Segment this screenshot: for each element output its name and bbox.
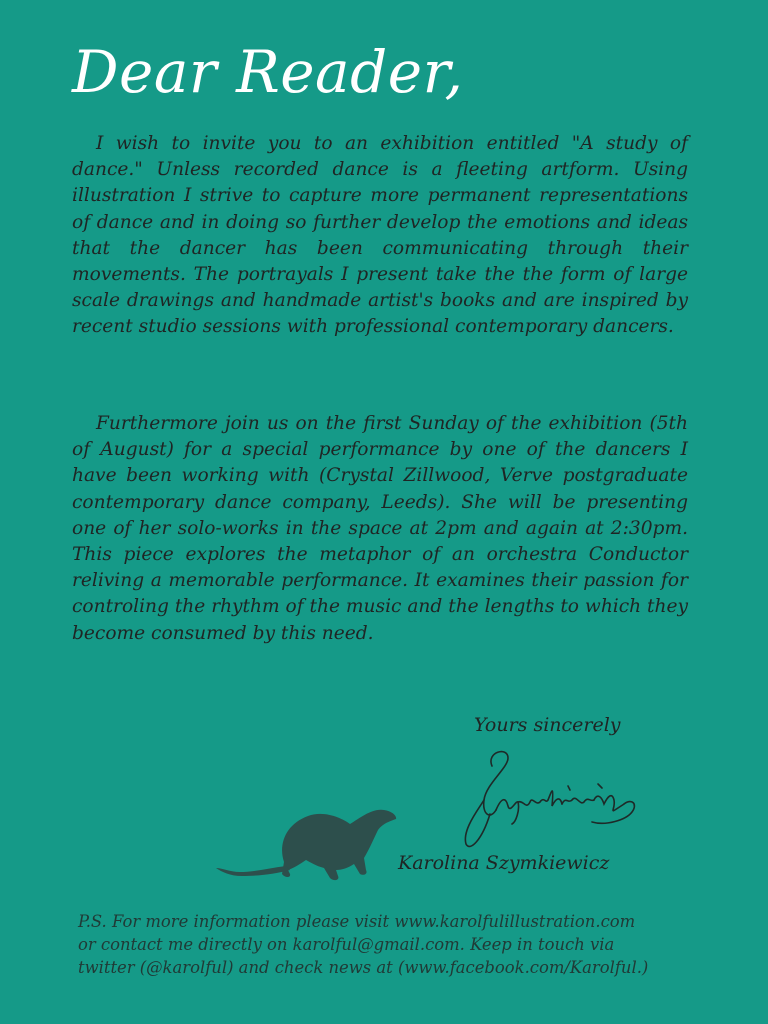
letter-paragraph-1: I wish to invite you to an exhibition entitled "A study of dance." Unless recorded dance is a fleeting artform. Using illustration I strive to capture more permanent representations of dance and in doing so further develop the emotions and ideas that the dancer has been communicating through their movements. The portrayals I present take the the form of large scale drawings and handmade artist's books and are inspired by recent studio sessions with professional contemporary dancers. [72, 133, 688, 338]
postscript [78, 910, 694, 979]
salutation-heading: Dear Reader, [72, 38, 464, 106]
handwritten-signature [456, 744, 646, 854]
postscript-line-2: or contact me directly on karolful@gmail.com. Keep in touch via [78, 935, 615, 954]
closing-phrase: Yours sincerely [474, 714, 621, 736]
postscript-line-1: P.S. For more information please visit www.karolfulillustration.com [78, 912, 636, 931]
ferret-silhouette-icon [214, 804, 400, 886]
postscript-line-3: twitter (@karolful) and check news at (www.facebook.com/Karolful.) [78, 958, 649, 977]
signatory-name: Karolina Szymkiewicz [398, 852, 610, 874]
letter-paragraph-2: Furthermore join us on the first Sunday of the exhibition (5th of August) for a special performance by one of the dancers I have been working with (Crystal Zillwood, Verve postgraduate contemporary dance company, Leeds). She will be presenting one of her solo-works in the space at 2pm and again at 2:30pm. This piece explores the metaphor of an orchestra Conductor reliving a memorable performance. It examines their passion for controling the rhythm of the music and the lengths to which they become consumed by this need. [72, 413, 688, 644]
